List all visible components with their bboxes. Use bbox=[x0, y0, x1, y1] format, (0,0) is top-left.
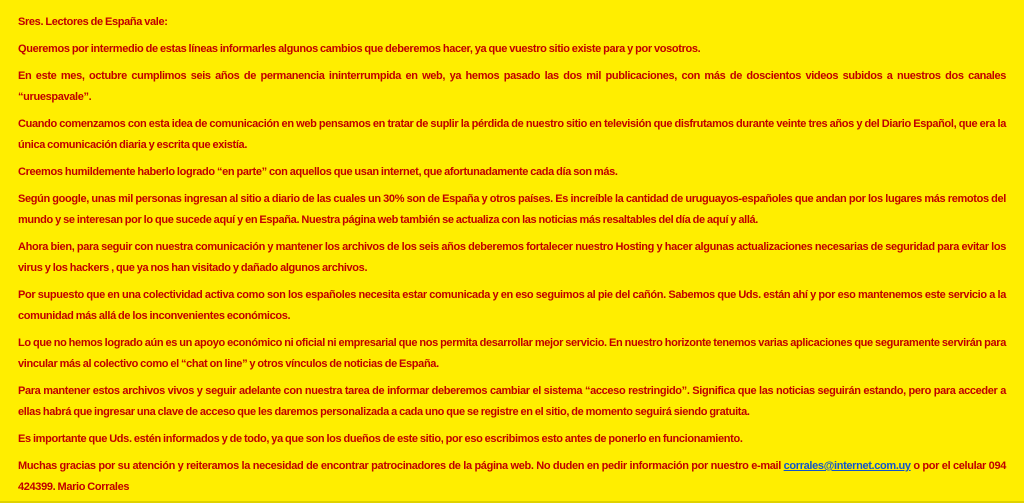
paragraph: Para mantener estos archivos vivos y seguir adelante con nuestra tarea de informar deberemos cambiar el sistema “acceso restringido”. Significa que las noticias seguirán estando, pero para acceder a ellas habrá que ingresar una clave de acceso que les daremos personalizada a cada uno que se registre en el sitio, de momento seguirá siendo gratuita. bbox=[18, 385, 1006, 418]
salutation: Sres. Lectores de España vale: bbox=[18, 16, 168, 28]
paragraph: Es importante que Uds. estén informados y de todo, ya que son los dueños de este sitio, por eso escribimos esto antes de ponerlo en funcionamiento. bbox=[18, 433, 743, 445]
closing-text-post: o por el celular 094 424399. Mario Corrales bbox=[18, 460, 1006, 493]
paragraph: Cuando comenzamos con esta idea de comunicación en web pensamos en tratar de suplir la pérdida de nuestro sitio en televisión que disfrutamos durante veinte tres años y del Diario Español, que era la única comunicación diaria y escrita que existía. bbox=[18, 118, 1006, 151]
paragraph: Lo que no hemos logrado aún es un apoyo económico ni oficial ni empresarial que nos permita desarrollar mejor servicio. En nuestro horizonte tenemos varias aplicaciones que seguramente servirán para vincular más al colectivo como el “chat on line” y otros vínculos de noticias de España. bbox=[18, 337, 1006, 370]
email-link[interactable]: corrales@internet.com.uy bbox=[783, 460, 911, 472]
paragraph: En este mes, octubre cumplimos seis años de permanencia ininterrumpida en web, ya hemos pasado las dos mil publicaciones, con más de doscientos videos subidos a nuestros dos canales “uruespavale”. bbox=[18, 70, 1006, 103]
closing-text-pre: Muchas gracias por su atención y reiteramos la necesidad de encontrar patrocinadores de la página web. No duden en pedir información por nuestro e-mail bbox=[18, 460, 784, 472]
paragraph: Según google, unas mil personas ingresan al sitio a diario de las cuales un 30% son de España y otros países. Es increíble la cantidad de uruguayos-españoles que andan por los lugares más remotos del mundo y se interesan por lo que sucede aquí y en España. Nuestra página web también se actualiza con las noticias más resaltables del día de aquí y allá. bbox=[18, 193, 1006, 226]
paragraph: Por supuesto que en una colectividad activa como son los españoles necesita estar comunicada y en eso seguimos al pie del cañón. Sabemos que Uds. están ahí y por eso mantenemos este servicio a la comunidad más allá de los inconvenientes económicos. bbox=[18, 289, 1006, 322]
paragraph: Ahora bien, para seguir con nuestra comunicación y mantener los archivos de los seis años deberemos fortalecer nuestro Hosting y hacer algunas actualizaciones necesarias de seguridad para evitar los virus y los hackers , que ya nos han visitado y dañado algunos archivos. bbox=[18, 241, 1006, 274]
paragraph: Creemos humildemente haberlo logrado “en parte” con aquellos que usan internet, que afortunadamente cada día son más. bbox=[18, 166, 618, 178]
paragraph: Queremos por intermedio de estas líneas informarles algunos cambios que deberemos hacer, ya que vuestro sitio existe para y por vosotros. bbox=[18, 43, 701, 55]
closing-paragraph bbox=[18, 456, 1006, 498]
